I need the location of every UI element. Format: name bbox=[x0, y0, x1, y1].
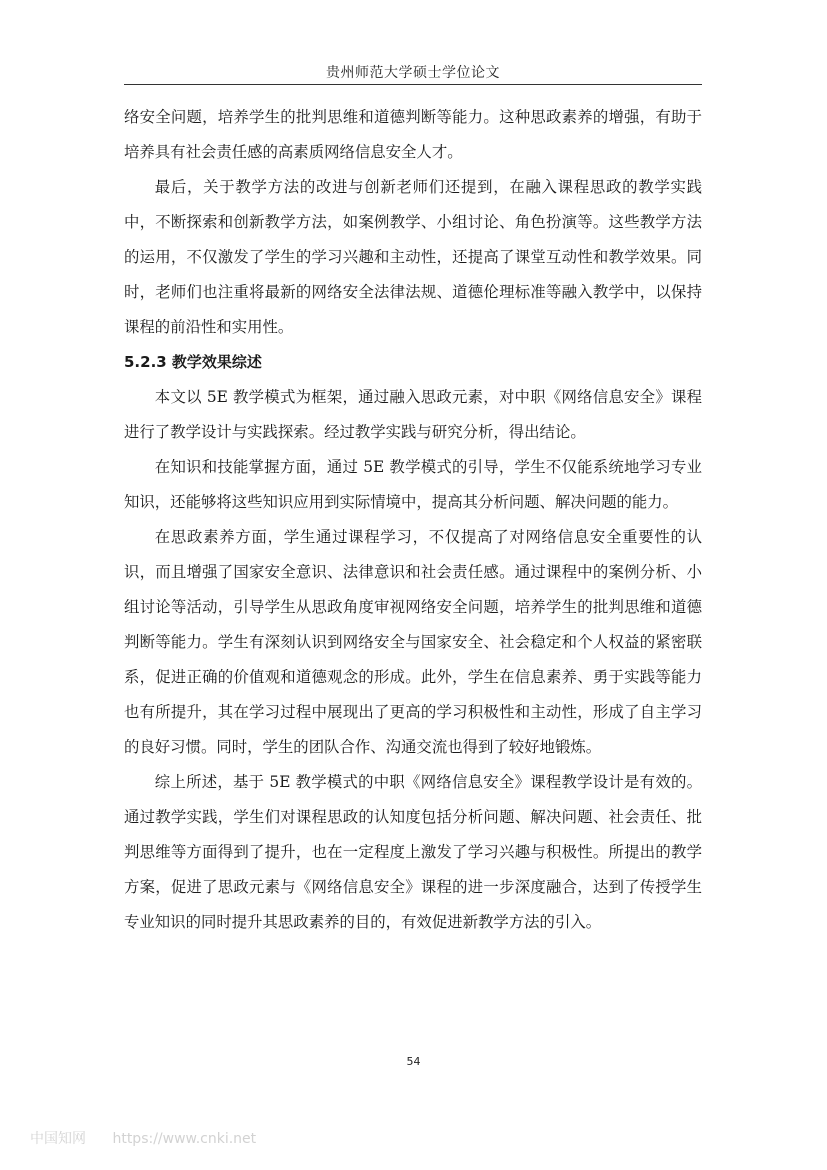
running-header: 贵州师范大学硕士学位论文 bbox=[326, 65, 500, 81]
watermark-name: 中国知网 bbox=[30, 1131, 86, 1147]
paragraph-continued: 络安全问题，培养学生的批判思维和道德判断等能力。这种思政素养的增强，有助于培养具有社会责任感的高素质网络信息安全人才。 bbox=[124, 108, 702, 161]
paragraph-knowledge-skills: 在知识和技能掌握方面，通过 5E 教学模式的引导，学生不仅能系统地学习专业知识，还能够将这些知识应用到实际情境中，提高其分析问题、解决问题的能力。 bbox=[124, 458, 702, 511]
section-heading: 5.2.3 教学效果综述 bbox=[124, 353, 262, 371]
paragraph-framework: 本文以 5E 教学模式为框架，通过融入思政元素，对中职《网络信息安全》课程进行了教学设计与实践探索。经过教学实践与研究分析，得出结论。 bbox=[124, 388, 702, 441]
body-text bbox=[124, 100, 702, 940]
cnki-watermark bbox=[30, 1128, 256, 1148]
header-rule bbox=[124, 84, 702, 85]
paragraph-summary: 综上所述，基于 5E 教学模式的中职《网络信息安全》课程教学设计是有效的。通过教学实践，学生们对课程思政的认知度包括分析问题、解决问题、社会责任、批判思维等方面得到了提升，也在一定程度上激发了学习兴趣与积极性。所提出的教学方案，促进了思政元素与《网络信息安全》课程的进一步深度融合，达到了传授学生专业知识的同时提升其思政素养的目的，有效促进新教学方法的引入。 bbox=[124, 773, 702, 931]
paragraph-ideological-literacy: 在思政素养方面，学生通过课程学习，不仅提高了对网络信息安全重要性的认识，而且增强了国家安全意识、法律意识和社会责任感。通过课程中的案例分析、小组讨论等活动，引导学生从思政角度审视网络安全问题，培养学生的批判思维和道德判断等能力。学生有深刻认识到网络安全与国家安全、社会稳定和个人权益的紧密联系，促进正确的价值观和道德观念的形成。此外，学生在信息素养、勇于实践等能力也有所提升，其在学习过程中展现出了更高的学习积极性和主动性，形成了自主学习的良好习惯。同时，学生的团队合作、沟通交流也得到了较好地锻炼。 bbox=[124, 528, 702, 756]
page-number: 54 bbox=[406, 1055, 421, 1068]
watermark-url: https://www.cnki.net bbox=[112, 1131, 257, 1147]
paragraph-teaching-methods: 最后，关于教学方法的改进与创新老师们还提到，在融入课程思政的教学实践中，不断探索和创新教学方法，如案例教学、小组讨论、角色扮演等。这些教学方法的运用，不仅激发了学生的学习兴趣和主动性，还提高了课堂互动性和教学效果。同时，老师们也注重将最新的网络安全法律法规、道德伦理标准等融入教学中，以保持课程的前沿性和实用性。 bbox=[124, 178, 702, 336]
